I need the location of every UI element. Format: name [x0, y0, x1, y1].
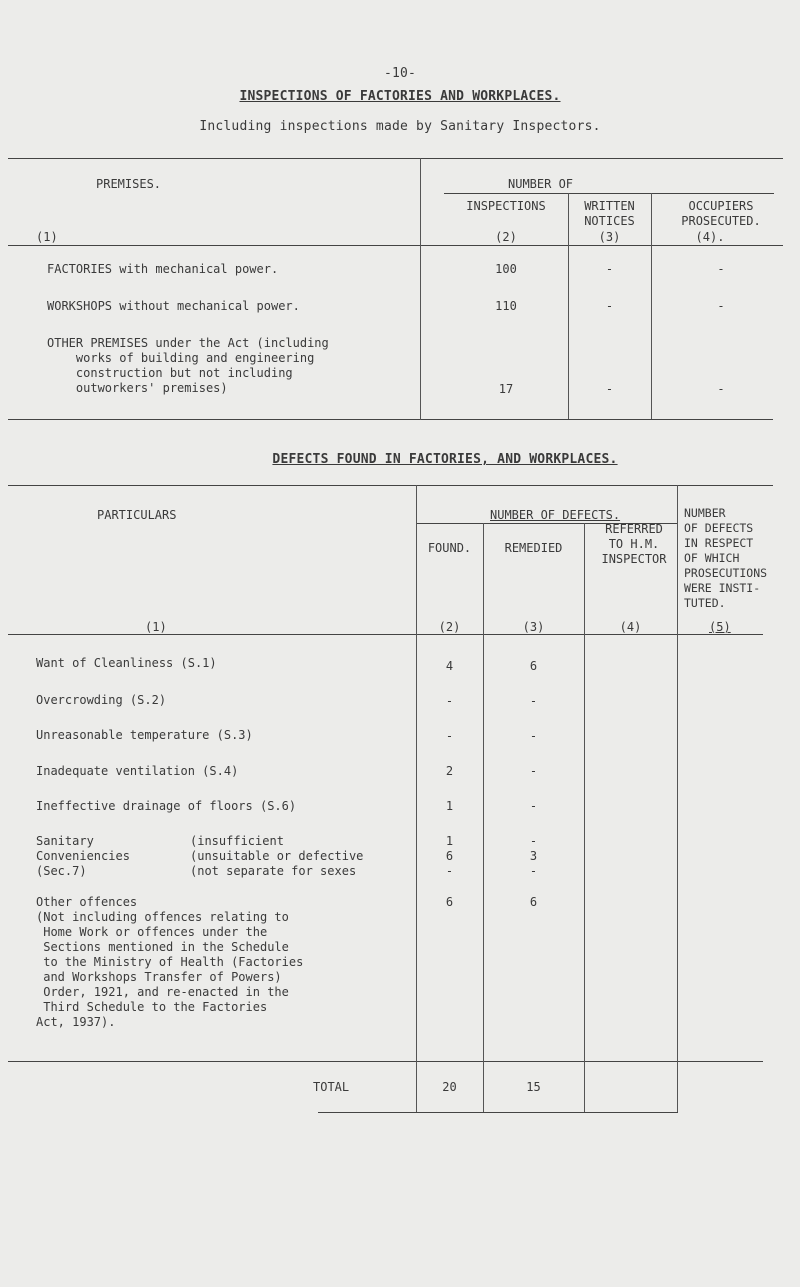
row-found: 2	[445, 764, 454, 778]
row-prosecuted: -	[717, 299, 725, 313]
total-found: 20	[442, 1080, 457, 1094]
section1-title: INSPECTIONS OF FACTORIES AND WORKPLACES.	[239, 89, 561, 104]
col-num-3: (3)	[598, 230, 621, 244]
row-label: OTHER PREMISES under the Act (including works of building and engineering construction but not including outworkers' premises)	[47, 336, 329, 395]
col-num-4: (4).	[695, 230, 725, 244]
sanitary-row-label: (not separate for sexes	[190, 864, 357, 878]
col-num-1: (1)	[36, 230, 58, 244]
row-remedied: -	[529, 764, 538, 778]
col-referred-inspector: REFERRED TO H.M. INSPECTOR	[601, 522, 667, 566]
col-premises: PREMISES.	[96, 177, 162, 191]
other-found: 6	[445, 895, 454, 909]
table2-divider-4	[677, 485, 678, 1112]
row-label: Inadequate ventilation (S.4)	[36, 764, 239, 778]
row-inspections: 17	[498, 382, 514, 396]
row-notices: -	[605, 382, 614, 396]
row-label: Want of Cleanliness (S.1)	[36, 656, 217, 670]
row-notices: -	[605, 262, 614, 276]
col-num-2: (2)	[438, 620, 461, 634]
sanitary-found: -	[445, 864, 454, 878]
page-number: -10-	[383, 66, 417, 81]
row-prosecuted: -	[717, 382, 725, 396]
table1-divider-1	[420, 158, 421, 420]
col-defects-prosecuted: NUMBER OF DEFECTS IN RESPECT OF WHICH PROSECUTIONS WERE INSTI- TUTED.	[684, 506, 768, 610]
table1-header-rule	[8, 245, 783, 246]
sanitary-row-label: (insufficient	[190, 834, 284, 848]
sanitary-remedied: -	[529, 864, 538, 878]
row-inspections: 100	[495, 262, 517, 276]
other-offences-label: Other offences (Not including offences relating to Home Work or offences under the Sections mentioned in the Schedule to the Ministry of Health (Factories and Workshops Transfer of Powers) Order, 1921, and re-enacted in the Third Schedule to the Factories Act, 1937).	[36, 895, 304, 1029]
row-label: FACTORIES with mechanical power.	[47, 262, 279, 276]
table2-top-rule	[8, 485, 773, 486]
col-num-5: (5)	[709, 620, 731, 634]
table2-divider-2	[483, 523, 484, 1112]
col-particulars: PARTICULARS	[97, 508, 177, 522]
col-num-4: (4)	[619, 620, 642, 634]
table1-bottom-rule	[8, 419, 773, 420]
table2-bottom-rule	[318, 1112, 678, 1113]
col-remedied: REMEDIED	[504, 541, 563, 555]
row-label: WORKSHOPS without mechanical power.	[47, 299, 300, 313]
row-found: 1	[445, 799, 454, 813]
col-num-3: (3)	[522, 620, 545, 634]
row-label: Unreasonable temperature (S.3)	[36, 728, 253, 742]
col-written-notices: WRITTEN NOTICES	[584, 199, 635, 228]
row-label: Overcrowding (S.2)	[36, 693, 167, 707]
col-occupiers-prosecuted: OCCUPIERS PROSECUTED.	[681, 199, 761, 228]
row-remedied: -	[529, 729, 538, 743]
col-num-1: (1)	[145, 620, 167, 634]
table1-top-rule	[8, 158, 783, 159]
row-found: -	[445, 694, 454, 708]
row-found: -	[445, 729, 454, 743]
sanitary-label: Sanitary Conveniencies (Sec.7)	[36, 834, 130, 878]
sanitary-row-label: (unsuitable or defective	[190, 849, 364, 863]
sanitary-remedied: -	[529, 834, 538, 848]
row-notices: -	[605, 299, 614, 313]
section1-subtitle: Including inspections made by Sanitary Inspectors.	[199, 119, 601, 134]
col-found: FOUND.	[427, 541, 472, 555]
row-remedied: -	[529, 799, 538, 813]
col-number-of-defects: NUMBER OF DEFECTS.	[490, 508, 621, 522]
row-remedied: 6	[529, 659, 538, 673]
row-prosecuted: -	[717, 262, 725, 276]
total-remedied: 15	[526, 1080, 541, 1094]
row-found: 4	[445, 659, 454, 673]
col-num-2: (2)	[495, 230, 517, 244]
total-label: TOTAL	[313, 1080, 350, 1094]
sanitary-found: 6	[445, 849, 454, 863]
table2-header-rule	[8, 634, 763, 635]
row-remedied: -	[529, 694, 538, 708]
col-number-of: NUMBER OF	[508, 177, 574, 191]
sanitary-found: 1	[445, 834, 454, 848]
other-remedied: 6	[529, 895, 538, 909]
table2-total-rule	[8, 1061, 763, 1062]
section2-title: DEFECTS FOUND IN FACTORIES, AND WORKPLACES.	[272, 452, 618, 467]
sanitary-remedied: 3	[529, 849, 538, 863]
table2-divider-3	[584, 523, 585, 1112]
row-inspections: 110	[495, 299, 517, 313]
row-label: Ineffective drainage of floors (S.6)	[36, 799, 297, 813]
table1-number-of-rule	[444, 193, 774, 194]
col-inspections: INSPECTIONS	[466, 199, 546, 213]
